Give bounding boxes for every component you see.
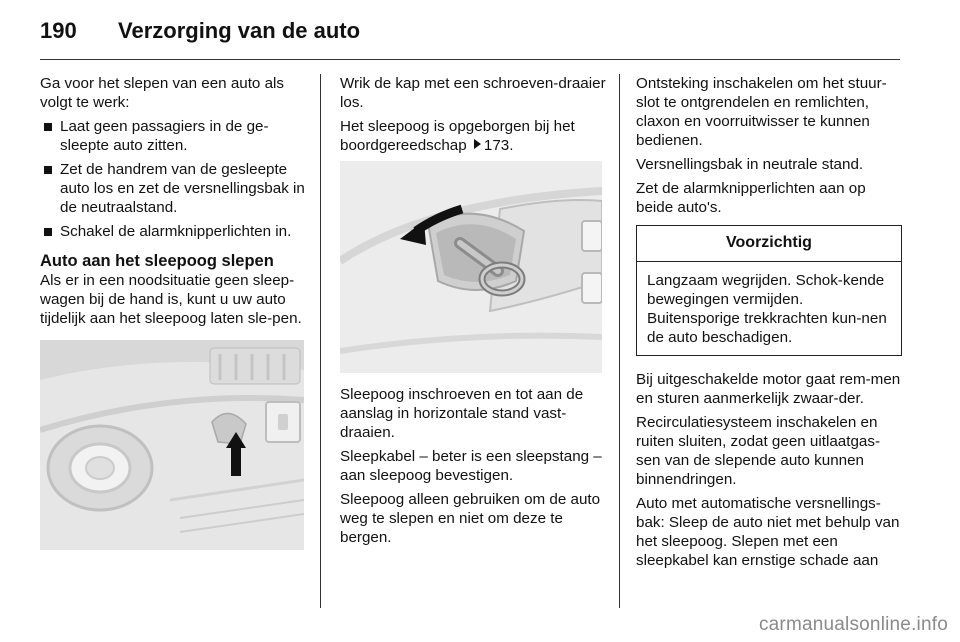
paragraph: Recirculatiesysteem inschakelen en ruiten sluiten, zodat geen uitlaatgas-sen van de slepende auto kunnen binnendringen. — [636, 414, 881, 488]
paragraph: Sleepoog inschroeven en tot aan de aanslag in horizontale stand vast-draaien. — [340, 386, 584, 441]
paragraph: Bij uitgeschakelde motor gaat rem-men en sturen aanmerkelijk zwaar-der. — [636, 371, 901, 407]
list-item: Laat geen passagiers in de ge-sleepte auto zitten. — [40, 117, 306, 155]
column-2 — [340, 74, 606, 552]
paragraph: Ontsteking inschakelen om het stuur-slot te ontgrendelen en remlichten, claxon en voorruitwisser te kunnen bedienen. — [636, 75, 887, 149]
paragraph: Zet de alarmknipperlichten aan op beide auto's. — [636, 180, 866, 216]
paragraph: Het sleepoog is opgeborgen bij het boordgereedschap 173. — [340, 118, 575, 154]
section-heading: Auto aan het sleepoog slepen — [40, 252, 274, 270]
header-divider — [40, 59, 900, 60]
paragraph: Wrik de kap met een schroeven-draaier los. — [340, 75, 606, 111]
page-title: Verzorging van de auto — [118, 18, 361, 43]
bullet-square-icon — [44, 123, 52, 131]
list-item: Zet de handrem van de gesleepte auto los en zet de versnellingsbak in de neutraalstand. — [40, 160, 306, 217]
bullet-square-icon — [44, 166, 52, 174]
caution-title: Voorzichtig — [637, 226, 901, 262]
towing-eye-photo — [340, 161, 602, 373]
caution-text: Langzaam wegrijden. Schok-kende bewegingen vermijden. Buitensporige trekkrachten kun-nen de auto beschadigen. — [647, 272, 887, 346]
column-3 — [636, 74, 902, 575]
page-number: 190 — [40, 18, 77, 43]
intro-text: Ga voor het slepen van een auto als volgt te werk: — [40, 75, 285, 111]
column-1 — [40, 74, 306, 550]
bullet-square-icon — [44, 228, 52, 236]
bumper-cover-photo — [40, 340, 304, 550]
page-reference-icon — [474, 139, 481, 149]
page-reference-link[interactable]: 173. — [483, 137, 514, 154]
section-text: Als er in een noodsituatie geen sleep-wagen bij de hand is, kunt u uw auto tijdelijk aan het sleepoog laten sle-pen. — [40, 272, 302, 327]
paragraph: Sleepkabel – beter is een sleepstang – aan sleepoog bevestigen. — [340, 448, 602, 484]
paragraph: Auto met automatische versnellings-bak: Sleep de auto niet met behulp van het sleepoog. Slepen met een sleepkabel kan ernstige schade aan — [636, 495, 900, 569]
list-item: Schakel de alarmknipperlichten in. — [40, 222, 306, 241]
watermark: carmanualsonline.info — [758, 614, 948, 635]
column-divider — [619, 74, 620, 608]
paragraph: Sleepoog alleen gebruiken om de auto weg te slepen en niet om deze te bergen. — [340, 491, 601, 546]
caution-box — [636, 225, 902, 356]
column-divider — [320, 74, 321, 608]
paragraph: Versnellingsbak in neutrale stand. — [636, 156, 864, 173]
